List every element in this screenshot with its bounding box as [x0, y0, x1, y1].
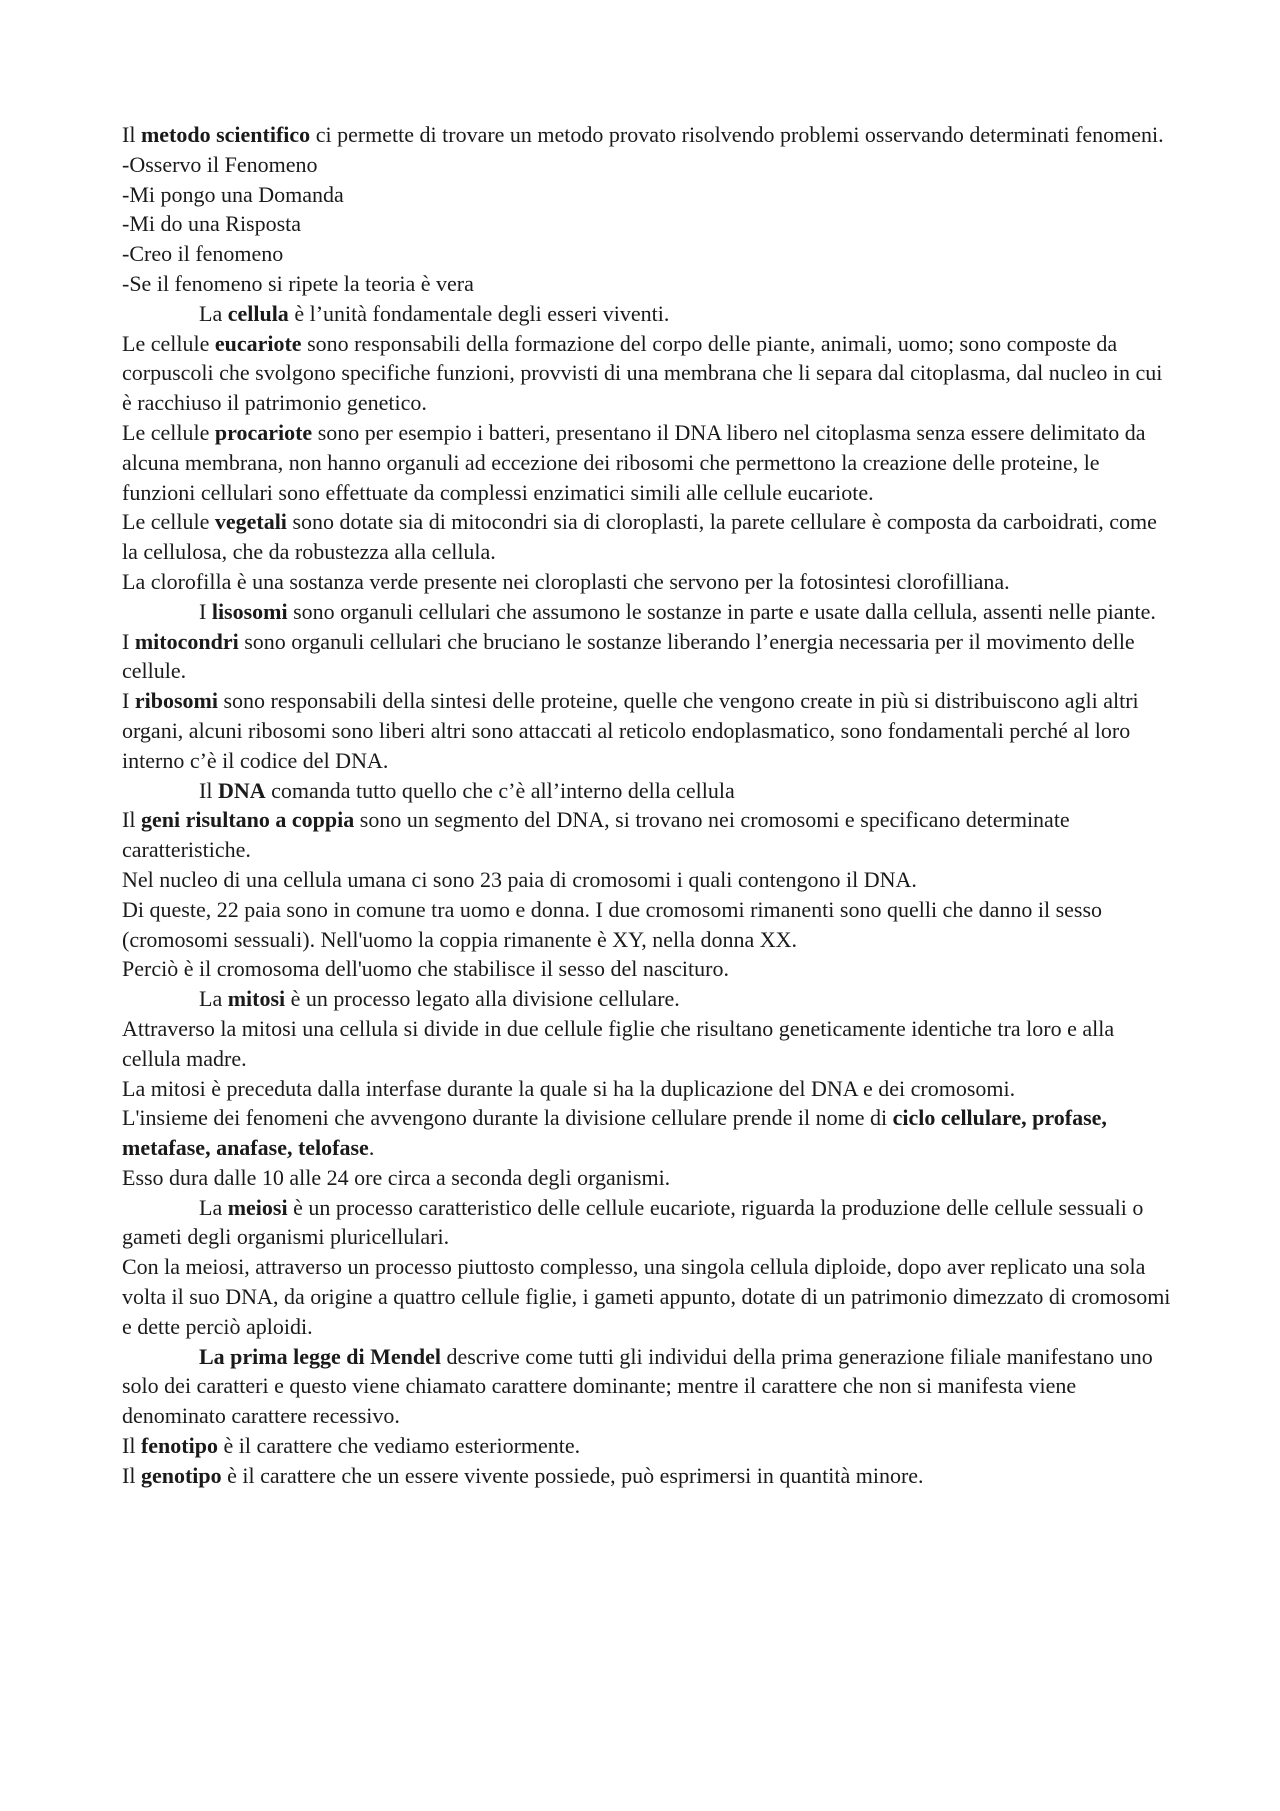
paragraph-text: La	[199, 300, 228, 326]
paragraph-text: sono dotate sia di mitocondri sia di cloroplasti, la parete cellulare è composta da carboidrati, come la cellulosa, che da robustezza alla cellula.	[122, 509, 1157, 565]
paragraph-text: è il carattere che vediamo esteriormente.	[217, 1433, 581, 1459]
paragraph-text: Di queste, 22 paia sono in comune tra uomo e donna. I due cromosomi rimanenti sono quelli che danno il sesso (cromosomi sessuali). Nell'uomo la coppia rimanente è XY, nella donna XX.	[122, 896, 1103, 952]
paragraph	[122, 805, 1172, 865]
paragraph	[122, 120, 1172, 150]
paragraph-text: Il	[122, 1433, 141, 1459]
paragraph	[122, 1193, 1172, 1253]
paragraph-text: sono un segmento del DNA, si trovano nei cromosomi e specificano determinate caratteristiche.	[122, 807, 1070, 863]
paragraph	[122, 597, 1172, 627]
paragraph-text: Perciò è il cromosoma dell'uomo che stabilisce il sesso del nascituro.	[122, 956, 729, 982]
paragraph-text: è un processo legato alla divisione cellulare.	[285, 986, 680, 1012]
bold-term: meiosi	[227, 1194, 288, 1220]
bold-term: genotipo	[140, 1462, 222, 1488]
paragraph-text: I	[199, 598, 212, 624]
paragraph	[122, 329, 1172, 418]
paragraph-text: sono organuli cellulari che bruciano le sostanze liberando l’energia necessaria per il movimento delle cellule.	[122, 628, 1135, 684]
paragraph-text: Esso dura dalle 10 alle 24 ore circa a seconda degli organismi.	[122, 1164, 671, 1190]
paragraph	[122, 209, 1172, 239]
bold-term: eucariote	[214, 330, 302, 356]
paragraph	[122, 299, 1172, 329]
paragraph-text: descrive come tutti gli individui della prima generazione filiale manifestano uno solo dei caratteri e questo viene chiamato carattere dominante; mentre il carattere che non si manifesta viene denominato carattere recessivo.	[122, 1343, 1153, 1429]
paragraph-text: comanda tutto quello che c’è all’interno della cellula	[265, 777, 735, 803]
paragraph	[122, 239, 1172, 269]
paragraph	[122, 1431, 1172, 1461]
paragraph-text: Le cellule	[122, 330, 215, 356]
paragraph-text: I	[122, 688, 135, 714]
bold-term: procariote	[214, 419, 313, 445]
paragraph-text: Il	[122, 807, 141, 833]
paragraph-text: sono per esempio i batteri, presentano il DNA libero nel citoplasma senza essere delimitato da alcuna membrana, non hanno organuli ad eccezione dei ribosomi che permettono la creazione delle proteine, le funzioni cellulari sono effettuate da complessi enzimatici simili alle cellule eucariote.	[122, 419, 1146, 505]
paragraph	[122, 1461, 1172, 1491]
paragraph-text: è l’unità fondamentale degli esseri viventi.	[288, 300, 670, 326]
paragraph	[122, 984, 1172, 1014]
paragraph	[122, 1103, 1172, 1163]
bold-term: mitosi	[227, 986, 286, 1012]
paragraph-text: Il	[199, 777, 218, 803]
paragraph-text: sono responsabili della formazione del corpo delle piante, animali, uomo; sono composte da corpuscoli che svolgono specifiche funzioni, provvisti di una membrana che li separa dal citoplasma, dal nucleo in cui è racchiuso il patrimonio genetico.	[122, 330, 1163, 416]
paragraph	[122, 269, 1172, 299]
bold-term: geni risultano a coppia	[140, 807, 355, 833]
paragraph	[122, 180, 1172, 210]
paragraph	[122, 507, 1172, 567]
paragraph	[122, 150, 1172, 180]
bold-term: ribosomi	[134, 688, 218, 714]
bold-term: metodo scientifico	[140, 122, 311, 147]
paragraph	[122, 1342, 1172, 1431]
paragraph-text: sono organuli cellulari che assumono le sostanze in parte e usate dalla cellula, assenti nelle piante.	[287, 598, 1156, 624]
paragraph-text: -Se il fenomeno si ripete la teoria è vera	[122, 270, 474, 296]
paragraph-text: sono responsabili della sintesi delle proteine, quelle che vengono create in più si distribuiscono agli altri organi, alcuni ribosomi sono liberi altri sono attaccati al reticolo endoplasmatico, sono fondamentali perché al loro interno c’è il codice del DNA.	[122, 688, 1139, 773]
paragraph-text: è un processo caratteristico delle cellule eucariote, riguarda la produzione delle cellule sessuali o gameti degli organismi pluricellulari.	[122, 1194, 1144, 1250]
bold-term: lisosomi	[211, 598, 288, 624]
bold-term: La prima legge di Mendel	[199, 1343, 441, 1369]
paragraph-text: Nel nucleo di una cellula umana ci sono 23 paia di cromosomi i quali contengono il DNA.	[122, 866, 917, 892]
paragraph-text: La	[199, 1194, 228, 1220]
paragraph	[122, 895, 1172, 955]
paragraph-text: Le cellule	[122, 419, 215, 445]
paragraph	[122, 954, 1172, 984]
paragraph-text: ci permette di trovare un metodo provato risolvendo problemi osservando determinati fenomeni.	[310, 122, 1164, 147]
paragraph	[122, 686, 1172, 775]
paragraph	[122, 418, 1172, 507]
paragraph-text: Attraverso la mitosi una cellula si divide in due cellule figlie che risultano geneticamente identiche tra loro e alla cellula madre.	[122, 1015, 1115, 1071]
paragraph-text: -Osservo il Fenomeno	[122, 151, 318, 177]
bold-term: DNA	[217, 777, 266, 803]
bold-term: cellula	[227, 300, 289, 326]
paragraph	[122, 865, 1172, 895]
paragraph-text: -Mi do una Risposta	[122, 211, 302, 237]
paragraph-text: La clorofilla è una sostanza verde presente nei cloroplasti che servono per la fotosintesi clorofilliana.	[122, 568, 1010, 594]
paragraph	[122, 1252, 1172, 1341]
paragraph-text: La	[199, 986, 228, 1012]
paragraph-text: -Creo il fenomeno	[122, 241, 284, 267]
paragraph	[122, 1014, 1172, 1074]
paragraph	[122, 627, 1172, 687]
paragraph	[122, 1074, 1172, 1104]
paragraph-text: Il	[122, 1462, 141, 1488]
paragraph-text: è il carattere che un essere vivente possiede, può esprimersi in quantità minore.	[221, 1462, 924, 1488]
bold-term: vegetali	[214, 509, 287, 535]
paragraph-text: .	[368, 1135, 375, 1161]
paragraph-text: L'insieme dei fenomeni che avvengono durante la divisione cellulare prende il nome di	[122, 1105, 893, 1131]
bold-term: ciclo cellulare, profase, metafase, anafase, telofase	[122, 1105, 1107, 1161]
paragraph-text: I	[122, 628, 135, 654]
paragraph	[122, 567, 1172, 597]
paragraph-text: Con la meiosi, attraverso un processo piuttosto complesso, una singola cellula diploide, dopo aver replicato una sola volta il suo DNA, da origine a quattro cellule figlie, i gameti appunto, dotate di un patrimonio dimezzato di cromosomi e dette perciò aploidi.	[122, 1254, 1171, 1339]
document-body	[122, 120, 1172, 1491]
paragraph-text: Le cellule	[122, 509, 215, 535]
paragraph-text: -Mi pongo una Domanda	[122, 181, 344, 207]
bold-term: fenotipo	[140, 1433, 218, 1459]
bold-term: mitocondri	[134, 628, 239, 654]
paragraph	[122, 776, 1172, 806]
paragraph	[122, 1163, 1172, 1193]
paragraph-text: Il	[122, 122, 141, 147]
paragraph-text: La mitosi è preceduta dalla interfase durante la quale si ha la duplicazione del DNA e dei cromosomi.	[122, 1075, 1016, 1101]
